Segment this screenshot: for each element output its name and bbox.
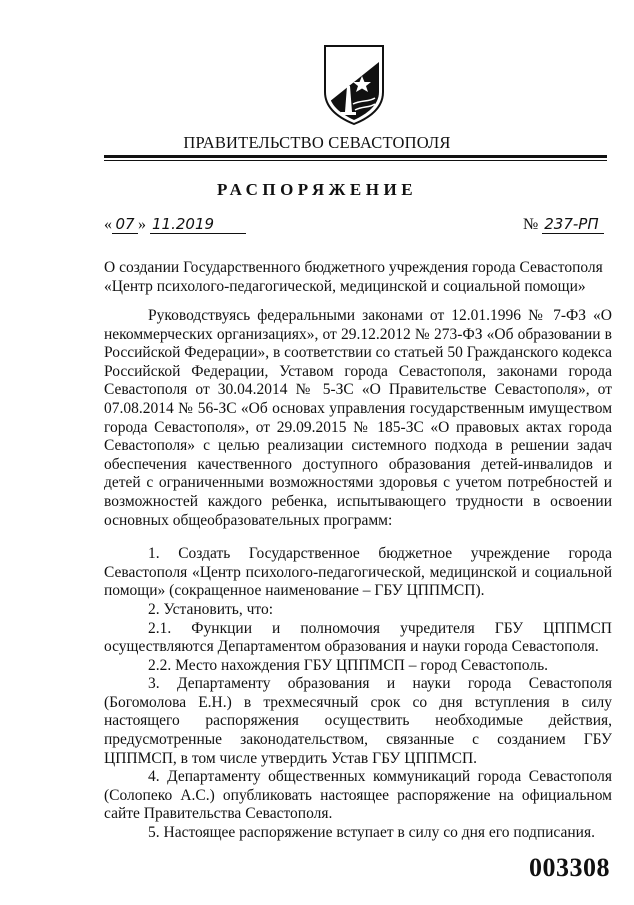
body-item: 1. Создать Государственное бюджетное учреждение города Севастополя «Центр психолого-педагогической, медицинской и социальной помощи» (сокращенное наименование – ГБУ ЦППМСП).: [104, 545, 612, 600]
date-day: 07: [112, 215, 138, 234]
body-item: 3. Департаменту образования и науки города Севастополя (Богомолова Е.Н.) в трехмесячный срок со дня вступления в силу настоящего распоряжения осуществить необходимые действия, предусмотренные законодательством, связанные с созданием ГБУ ЦППМСП, в том числе утвердить Устав ГБУ ЦППМСП.: [104, 675, 612, 767]
document-type: РАСПОРЯЖЕНИЕ: [216, 180, 418, 199]
date-close-quote: »: [138, 216, 146, 233]
document-subject: [104, 258, 614, 296]
date-month-year: 11.2019: [150, 215, 246, 234]
number-prefix: №: [523, 216, 539, 233]
serial-number: 003308: [529, 853, 610, 882]
body-item: 5. Настоящее распоряжение вступает в силу со дня его подписания.: [148, 824, 595, 842]
document-body: [104, 307, 612, 843]
date-open-quote: «: [104, 216, 112, 233]
header-divider-thin: [104, 160, 607, 161]
body-item: 2. Установить, что:: [148, 600, 274, 618]
number-value: 237-РП: [542, 215, 604, 234]
body-item: 2.1. Функции и полномочия учредителя ГБУ ЦППМСП осуществляются Департаментом образования и науки города Севастополя.: [104, 619, 612, 656]
header-divider-thick: [104, 155, 607, 158]
preamble-paragraph: Руководствуясь федеральными законами от 12.01.1996 № 7-ФЗ «О некоммерческих организациях», от 29.12.2012 № 273-ФЗ «Об образовании в Российской Федерации», в соответствии со статьей 50 Гражданского кодекса Российской Федерации, Уставом города Севастополя, законами города Севастополя от 30.04.2014 № 5-ЗС «О Правительстве Севастополя», от 07.08.2014 № 56-ЗС «Об основах управления государственным имуществом города Севастополя», от 29.09.2015 № 185-ЗС «О правовых актах города Севастополя» с целью реализации системного подхода в решении задач обеспечения качественного доступного образования детей-инвалидов и детей с ограниченными возможностями здоровья с учетом потребностей и возможностей каждого ребенка, испытывающего трудности в освоении основных общеобразовательных программ:: [104, 307, 612, 529]
document-date: [104, 215, 246, 234]
body-item: 4. Департаменту общественных коммуникаций города Севастополя (Солопеко А.С.) опубликовать настоящее распоряжение на официальном сайте Правительства Севастополя.: [104, 768, 612, 823]
government-title: ПРАВИТЕЛЬСТВО СЕВАСТОПОЛЯ: [183, 133, 451, 152]
subject-line: «Центр психолого-педагогической, медицинской и социальной помощи»: [104, 278, 586, 295]
sevastopol-coat-of-arms-icon: [319, 42, 389, 126]
document-number: [523, 215, 604, 234]
body-item: 2.2. Место нахождения ГБУ ЦППМСП – город Севастополь.: [148, 656, 549, 674]
subject-line: О создании Государственного бюджетного учреждения города Севастополя: [104, 259, 603, 276]
